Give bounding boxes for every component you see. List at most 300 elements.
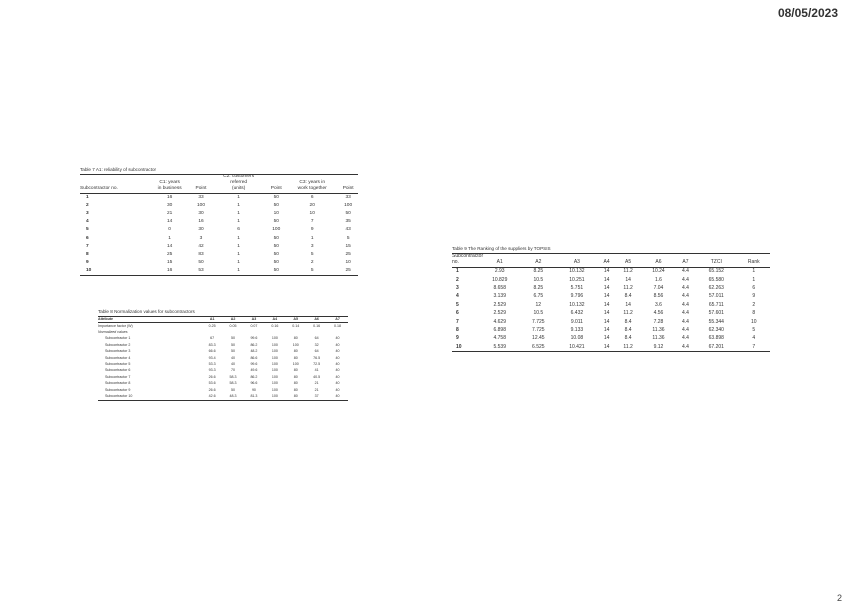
- table-cell: 10.132: [569, 268, 585, 275]
- table-cell: 10.24: [652, 268, 665, 275]
- table-row: [80, 219, 358, 227]
- table-cell: 50: [273, 195, 279, 201]
- table-cell: 42.6: [202, 394, 223, 401]
- table-cell: 3: [456, 284, 459, 291]
- table-cell: 4.4: [681, 276, 689, 283]
- table-cell: 40: [335, 342, 340, 347]
- header-cell: [266, 174, 286, 181]
- table-cell: 5.539: [479, 343, 521, 352]
- table-cell: 83.3: [208, 342, 216, 347]
- table-cell: 40: [335, 349, 340, 354]
- table-cell: 100: [271, 355, 278, 360]
- table-cell: 7: [86, 243, 89, 249]
- table-cell: 57.011: [708, 293, 724, 300]
- column-header: A5: [285, 316, 306, 323]
- table-cell: 5: [752, 326, 756, 333]
- column-header: A4: [598, 260, 615, 267]
- slide-date: 08/05/2023: [777, 6, 838, 20]
- table-cell: 7.725: [532, 326, 545, 333]
- table-row: [452, 267, 770, 276]
- table-cell: 2.93: [494, 268, 505, 275]
- table-cell: 5: [86, 227, 89, 233]
- table-cell: 12: [535, 301, 542, 308]
- table-cell: 40: [231, 355, 236, 360]
- table-cell: 6.432: [570, 310, 584, 317]
- column-header: work together: [286, 187, 338, 194]
- header-row: [452, 260, 770, 267]
- table-cell: 40: [335, 381, 340, 386]
- header-row: [98, 316, 348, 323]
- table-row: [80, 227, 358, 235]
- table-row: [452, 301, 770, 309]
- table-cell: 1: [237, 219, 240, 225]
- table-cell: 3.139: [493, 293, 506, 300]
- table-cell: 14: [625, 301, 631, 308]
- column-header: TZCI: [695, 260, 737, 267]
- table-cell: 7.725: [532, 318, 545, 325]
- table-cell: 0.18: [334, 323, 342, 328]
- reliability-table-grid: [80, 174, 358, 277]
- table-cell: 9: [86, 259, 89, 265]
- table-cell: 15: [345, 243, 351, 249]
- table-cell: 67.201: [695, 343, 737, 352]
- table-cell: 72.5: [313, 362, 321, 367]
- table-cell: 57.601: [708, 310, 724, 317]
- table-cell: Subcontractor 8: [105, 381, 131, 386]
- table-cell: 100: [271, 336, 278, 341]
- table-cell: Subcontractor 10: [98, 394, 202, 401]
- table-cell: 10.5: [533, 276, 544, 283]
- table-cell: 10.421: [556, 343, 598, 352]
- table-cell: 21: [166, 211, 173, 217]
- ranking-table: [452, 246, 770, 352]
- table-cell: Subcontractor 9: [105, 387, 131, 392]
- page-number: 2: [836, 593, 842, 603]
- table-cell: 100: [197, 203, 206, 209]
- table-cell: 9.796: [570, 293, 584, 300]
- ranking-table-title: Table 9 The Ranking of the suppliers by TOPSIS: [452, 246, 551, 251]
- header-cell: referred: [230, 179, 248, 185]
- table-cell: 10: [273, 211, 279, 217]
- table-cell: 10.08: [570, 335, 584, 342]
- normalization-table-grid: [98, 316, 348, 401]
- column-header: A6: [641, 260, 676, 267]
- table-cell: 8: [752, 310, 756, 317]
- table-cell: 30: [198, 227, 204, 233]
- table-cell: 4.4: [681, 318, 689, 325]
- reliability-table-title: Table 7 A1: reliability of subcontractor: [80, 167, 157, 172]
- table-cell: Subcontractor 1: [105, 336, 131, 341]
- header-cell: [191, 174, 211, 181]
- table-cell: 50: [273, 203, 279, 209]
- normalization-table: [98, 309, 348, 401]
- table-cell: 100: [271, 362, 278, 367]
- table-cell: 4: [86, 219, 89, 225]
- column-header: A6: [306, 316, 327, 323]
- table-cell: 16: [148, 267, 191, 276]
- table-cell: 50: [231, 349, 236, 354]
- table-cell: 64: [314, 336, 319, 341]
- table-cell: 9: [752, 293, 756, 300]
- table-cell: 30: [198, 211, 204, 217]
- table-cell: 5.751: [570, 284, 584, 291]
- table-cell: 7: [456, 318, 459, 325]
- table-cell: 100: [264, 394, 285, 401]
- table-cell: 42: [198, 243, 204, 249]
- column-header: Point: [266, 187, 286, 194]
- table-cell: 50: [266, 267, 286, 276]
- table-cell: 100: [272, 227, 281, 233]
- table-cell: 1: [237, 195, 240, 201]
- column-header: A7: [676, 260, 695, 267]
- table-cell: 1.6: [654, 276, 662, 283]
- table-cell: 80: [293, 355, 298, 360]
- table-cell: Subcontractor 2: [105, 342, 131, 347]
- table-cell: 9: [456, 335, 459, 342]
- table-row: [80, 251, 358, 259]
- table-cell: 76.5: [313, 355, 321, 360]
- table-cell: 58.3: [229, 374, 237, 379]
- table-cell: 50: [273, 235, 279, 241]
- table-cell: 0.16: [271, 323, 279, 328]
- table-cell: Subcontractor 4: [105, 355, 131, 360]
- table-cell: 14: [603, 318, 610, 325]
- table-cell: 10: [80, 267, 148, 276]
- table-cell: 1: [237, 243, 240, 249]
- table-cell: 1: [168, 235, 171, 241]
- table-cell: Subcontractor 7: [105, 374, 131, 379]
- table-cell: 3: [199, 235, 203, 241]
- table-cell: 35: [345, 219, 351, 225]
- table-cell: 6.525: [521, 343, 556, 352]
- table-row: [452, 293, 770, 301]
- table-cell: 62.263: [708, 284, 724, 291]
- table-cell: 40: [231, 362, 236, 367]
- table-cell: 48.3: [223, 394, 244, 401]
- table-cell: 86.2: [250, 342, 258, 347]
- table-cell: Subcontractor 3: [105, 349, 131, 354]
- column-header: (units): [211, 187, 267, 194]
- table-cell: 14: [166, 219, 173, 225]
- table-cell: 26.6: [208, 374, 216, 379]
- table-cell: 40: [335, 368, 340, 373]
- table-cell: 8: [456, 326, 459, 333]
- table-cell: 5: [310, 251, 314, 257]
- table-cell: 50: [273, 243, 279, 249]
- table-cell: 53.6: [208, 381, 216, 386]
- table-cell: 10.5: [533, 310, 544, 317]
- table-cell: 14: [625, 276, 631, 283]
- table-cell: 58.3: [229, 381, 237, 386]
- table-cell: 4.4: [676, 343, 695, 352]
- table-cell: 1: [237, 259, 240, 265]
- column-header: A3: [556, 260, 598, 267]
- column-header: A7: [327, 316, 348, 323]
- table-cell: 53: [191, 267, 211, 276]
- table-row: [452, 276, 770, 284]
- table-cell: 21: [314, 381, 319, 386]
- table-cell: 50: [345, 211, 351, 217]
- table-cell: 2.529: [493, 310, 506, 317]
- table-cell: 70: [231, 368, 236, 373]
- table-cell: 86.6: [250, 355, 258, 360]
- table-cell: 8.25: [533, 268, 544, 275]
- table-cell: 11.36: [652, 326, 665, 333]
- table-cell: 40: [335, 374, 340, 379]
- table-cell: 62.340: [708, 326, 724, 333]
- header-row: [80, 187, 358, 194]
- table-cell: 7: [738, 343, 770, 352]
- table-cell: 11.2: [623, 284, 633, 291]
- table-cell: 1: [456, 268, 459, 275]
- table-cell: 49.6: [250, 368, 258, 373]
- table-row: [80, 202, 358, 210]
- table-cell: 9.133: [570, 326, 584, 333]
- column-header: Point: [191, 187, 211, 194]
- table-cell: 86.2: [250, 374, 258, 379]
- table-cell: 1: [310, 235, 314, 241]
- table-cell: 26.6: [208, 387, 216, 392]
- table-cell: 10: [309, 211, 315, 217]
- table-cell: 80: [285, 394, 306, 401]
- table-cell: 2.529: [493, 301, 506, 308]
- table-cell: 100: [292, 342, 299, 347]
- table-cell: 1: [237, 235, 240, 241]
- table-cell: 14: [603, 335, 610, 342]
- header-cell: Subcontractor: [452, 252, 484, 259]
- table-cell: 80: [293, 374, 298, 379]
- table-cell: 0.14: [292, 323, 300, 328]
- column-header: A2: [223, 316, 244, 323]
- table-cell: 100: [292, 362, 299, 367]
- table-cell: 5: [346, 235, 350, 241]
- column-header: Point: [338, 187, 358, 194]
- table-cell: 6: [752, 284, 756, 291]
- table-cell: 33: [198, 195, 204, 201]
- table-cell: 6: [237, 227, 240, 233]
- table-cell: 14: [603, 301, 610, 308]
- table-cell: 8.4: [624, 318, 632, 325]
- table-cell: 99.6: [250, 362, 258, 367]
- ranking-table-grid: [452, 253, 770, 353]
- header-cell: [338, 174, 358, 181]
- table-cell: 0: [168, 227, 171, 233]
- table-cell: 2: [310, 259, 314, 265]
- table-cell: 21: [314, 387, 319, 392]
- table-cell: 4.4: [681, 335, 689, 342]
- table-cell: 40: [335, 336, 340, 341]
- table-cell: 6: [86, 235, 89, 241]
- table-cell: 16: [166, 195, 173, 201]
- table-cell: Importance factor (W): [98, 323, 133, 328]
- table-cell: 11.2: [623, 310, 633, 317]
- table-cell: 100: [344, 203, 353, 209]
- table-row: [452, 335, 770, 343]
- table-cell: 7: [310, 219, 314, 225]
- table-row: [80, 259, 358, 267]
- table-row: [452, 343, 770, 352]
- header-cell: C3: years in: [299, 179, 325, 185]
- table-cell: 16: [198, 219, 204, 225]
- table-cell: 4.4: [681, 326, 689, 333]
- table-cell: 9.011: [570, 318, 583, 325]
- normalization-table-title: Table 8 Normalization values for subcontractors: [98, 309, 195, 314]
- table-cell: 37: [306, 394, 327, 401]
- table-row: [452, 326, 770, 334]
- column-header: A1: [202, 316, 223, 323]
- table-cell: 30: [166, 203, 173, 209]
- table-row: [452, 318, 770, 326]
- table-cell: 25: [345, 251, 351, 257]
- table-cell: 25: [338, 267, 358, 276]
- table-cell: 25: [166, 251, 173, 257]
- table-cell: 50: [231, 387, 236, 392]
- table-cell: 40: [335, 355, 340, 360]
- table-row: [80, 194, 358, 203]
- table-cell: 50: [273, 219, 279, 225]
- table-cell: 90: [251, 387, 256, 392]
- table-cell: 80: [293, 336, 298, 341]
- table-cell: 65.711: [708, 301, 724, 308]
- table-cell: 10.251: [569, 276, 585, 283]
- table-cell: 40: [327, 394, 348, 401]
- table-cell: 81.3: [244, 394, 265, 401]
- table-cell: 15: [166, 259, 173, 265]
- column-header: Subcontractor no.: [80, 187, 148, 194]
- table-cell: 6.898: [493, 326, 506, 333]
- table-cell: 10: [750, 318, 757, 325]
- table-row: [452, 309, 770, 317]
- table-cell: 40: [335, 362, 340, 367]
- column-header: Attribute: [98, 316, 202, 323]
- table-cell: 4.4: [681, 310, 689, 317]
- table-cell: 7.04: [653, 284, 664, 291]
- column-header: A5: [615, 260, 641, 267]
- section-label: Normalized values: [98, 330, 128, 335]
- column-header: no.: [452, 260, 479, 267]
- table-cell: 64: [314, 349, 319, 354]
- weights-row: [98, 323, 348, 330]
- table-cell: Subcontractor 6: [105, 368, 131, 373]
- table-cell: 8: [86, 251, 89, 257]
- table-cell: 8.658: [493, 284, 506, 291]
- table-cell: 8.56: [653, 293, 664, 300]
- table-cell: 14: [603, 276, 610, 283]
- table-cell: 99.6: [250, 336, 258, 341]
- table-cell: 96.6: [250, 381, 258, 386]
- table-cell: 3: [310, 243, 314, 249]
- table-cell: 65.152: [708, 268, 724, 275]
- table-cell: 10.829: [492, 276, 508, 283]
- table-cell: 0.16: [313, 323, 321, 328]
- table-cell: 1: [237, 211, 240, 217]
- table-cell: 1: [237, 251, 240, 257]
- table-cell: 5: [456, 301, 459, 308]
- table-cell: 93.4: [208, 355, 216, 360]
- table-cell: 50: [231, 342, 236, 347]
- header-cell: [80, 174, 148, 181]
- table-cell: 14: [603, 284, 610, 291]
- table-cell: 6: [310, 195, 314, 201]
- table-cell: 9: [310, 227, 314, 233]
- table-cell: 2: [86, 203, 89, 209]
- table-cell: 14: [603, 268, 610, 275]
- table-cell: 80: [293, 387, 298, 392]
- table-cell: 83: [198, 251, 204, 257]
- table-cell: 12.45: [532, 335, 545, 342]
- table-row: [80, 243, 358, 251]
- table-cell: 53.3: [208, 362, 216, 367]
- table-cell: 63.898: [708, 335, 724, 342]
- header-cell: C1: years: [159, 179, 180, 185]
- table-cell: 100: [271, 381, 278, 386]
- table-cell: 10: [452, 343, 479, 352]
- table-cell: 14: [598, 343, 615, 352]
- table-cell: 93.3: [208, 368, 216, 373]
- table-cell: 8.4: [624, 326, 632, 333]
- table-cell: 50: [273, 251, 279, 257]
- table-cell: 14: [603, 326, 610, 333]
- table-cell: 14: [603, 293, 610, 300]
- column-header: A2: [521, 260, 556, 267]
- table-cell: 1: [752, 276, 756, 283]
- table-cell: 1: [237, 203, 240, 209]
- table-cell: 3: [86, 211, 89, 217]
- table-cell: 9.12: [641, 343, 676, 352]
- table-cell: 41: [314, 368, 319, 373]
- table-cell: 80: [293, 349, 298, 354]
- table-cell: 43: [345, 227, 351, 233]
- table-cell: 5: [286, 267, 338, 276]
- table-cell: 100: [271, 368, 278, 373]
- table-row: [80, 235, 358, 243]
- table-cell: 11.36: [652, 335, 665, 342]
- table-row: [80, 267, 358, 276]
- table-row: [452, 284, 770, 292]
- table-cell: 40: [335, 387, 340, 392]
- table-row: [98, 394, 348, 401]
- table-cell: 1: [211, 267, 267, 276]
- table-cell: 100: [271, 342, 278, 347]
- table-cell: 32: [314, 342, 319, 347]
- table-cell: 2: [752, 301, 756, 308]
- column-header: in business: [148, 187, 191, 194]
- table-cell: 6.75: [533, 293, 544, 300]
- table-cell: 4.56: [653, 310, 664, 317]
- table-cell: 67: [210, 336, 215, 341]
- table-cell: 80: [293, 368, 298, 373]
- table-cell: 33: [345, 195, 351, 201]
- table-cell: 4.4: [681, 268, 689, 275]
- table-cell: 8.4: [624, 293, 632, 300]
- table-cell: 7.28: [653, 318, 664, 325]
- table-cell: 66.6: [208, 349, 216, 354]
- table-cell: 4.4: [681, 284, 689, 291]
- table-cell: 50: [273, 259, 279, 265]
- table-cell: 0.05: [229, 323, 237, 328]
- table-cell: 100: [271, 349, 278, 354]
- table-cell: 50: [198, 259, 204, 265]
- table-cell: 4.629: [493, 318, 506, 325]
- column-header: A1: [479, 260, 521, 267]
- table-cell: 14: [603, 310, 610, 317]
- table-row: [80, 211, 358, 219]
- table-cell: 100: [271, 387, 278, 392]
- table-cell: 4: [456, 293, 459, 300]
- table-cell: 8.25: [533, 284, 544, 291]
- header-cell: C2: customers: [223, 173, 255, 179]
- table-cell: 2: [456, 276, 459, 283]
